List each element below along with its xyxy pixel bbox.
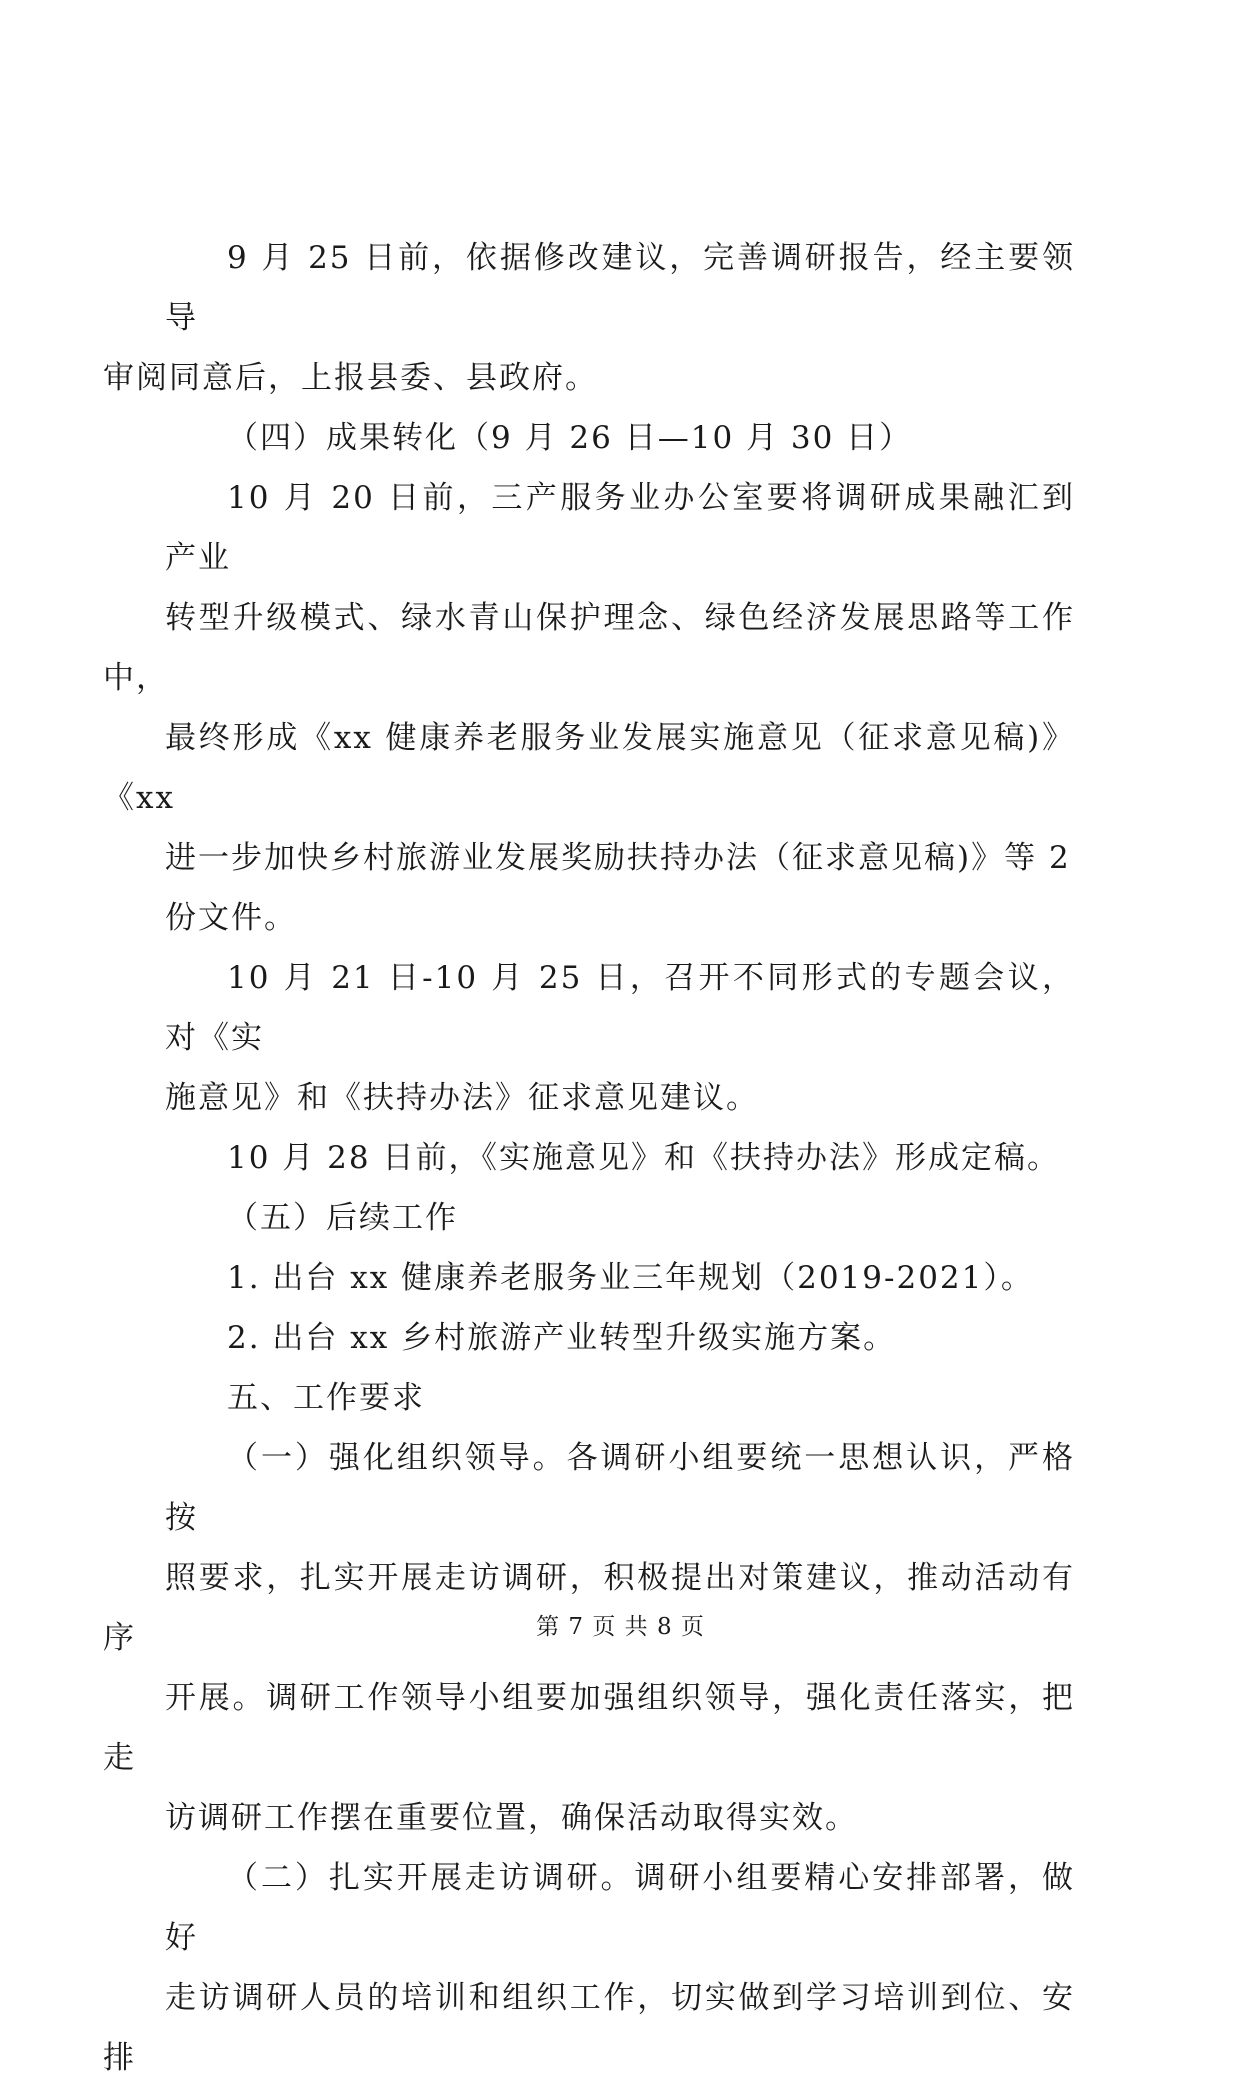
list-item-plan <box>165 1248 1075 1308</box>
text-line: 10 月 20 日前，三产服务业办公室要将调研成果融汇到产业 <box>165 480 1075 576</box>
text-line: （一）强化组织领导。各调研小组要统一思想认识，严格按 <box>165 1440 1075 1536</box>
text-line: 审阅同意后，上报县委、县政府。 <box>103 360 598 396</box>
text-line: 9 月 25 日前，依据修改建议，完善调研报告，经主要领导 <box>165 240 1075 336</box>
text-line: 最终形成《xx 健康养老服务业发展实施意见（征求意见稿)》《xx <box>103 720 1075 816</box>
text-line: 2. 出台 xx 乡村旅游产业转型升级实施方案。 <box>227 1320 897 1356</box>
text-line: 走访调研人员的培训和组织工作，切实做到学习培训到位、安排 <box>103 1980 1075 2076</box>
text-line: 1. 出台 xx 健康养老服务业三年规划（2019-2021）。 <box>227 1260 1034 1296</box>
text-line: 照要求，扎实开展走访调研，积极提出对策建议，推动活动有序 <box>103 1560 1075 1656</box>
section-heading-requirements <box>165 1368 1075 1428</box>
section-heading-follow-up <box>165 1188 1075 1248</box>
text-line: 10 月 21 日-10 月 25 日，召开不同形式的专题会议，对《实 <box>165 960 1075 1056</box>
page-number-footer: 第 7 页 共 8 页 <box>536 1614 705 1640</box>
list-item-scheme <box>165 1308 1075 1368</box>
paragraph-meetings <box>165 948 1075 1128</box>
paragraph-visits <box>103 1848 1075 2088</box>
text-line: 施意见》和《扶持办法》征求意见建议。 <box>165 1080 759 1116</box>
text-line: 转型升级模式、绿水青山保护理念、绿色经济发展思路等工作中， <box>103 600 1075 696</box>
paragraph-results-integration <box>103 468 1075 948</box>
text-line: 份文件。 <box>165 900 297 936</box>
text-line: （四）成果转化（9 月 26 日—10 月 30 日） <box>227 420 913 456</box>
text-line: 开展。调研工作领导小组要加强组织领导，强化责任落实，把走 <box>103 1680 1075 1776</box>
paragraph-revision-deadline <box>103 228 1075 408</box>
section-heading-results <box>165 408 1075 468</box>
text-line: 五、工作要求 <box>227 1380 425 1416</box>
text-line: （五）后续工作 <box>227 1200 458 1236</box>
text-line: 10 月 28 日前，《实施意见》和《扶持办法》形成定稿。 <box>227 1140 1060 1176</box>
paragraph-finalization <box>165 1128 1075 1188</box>
document-body <box>103 228 1075 2088</box>
text-line: 访调研工作摆在重要位置，确保活动取得实效。 <box>165 1800 858 1836</box>
text-line: （二）扎实开展走访调研。调研小组要精心安排部署，做好 <box>165 1860 1075 1956</box>
text-line: 进一步加快乡村旅游业发展奖励扶持办法（征求意见稿)》等 2 <box>165 840 1071 876</box>
